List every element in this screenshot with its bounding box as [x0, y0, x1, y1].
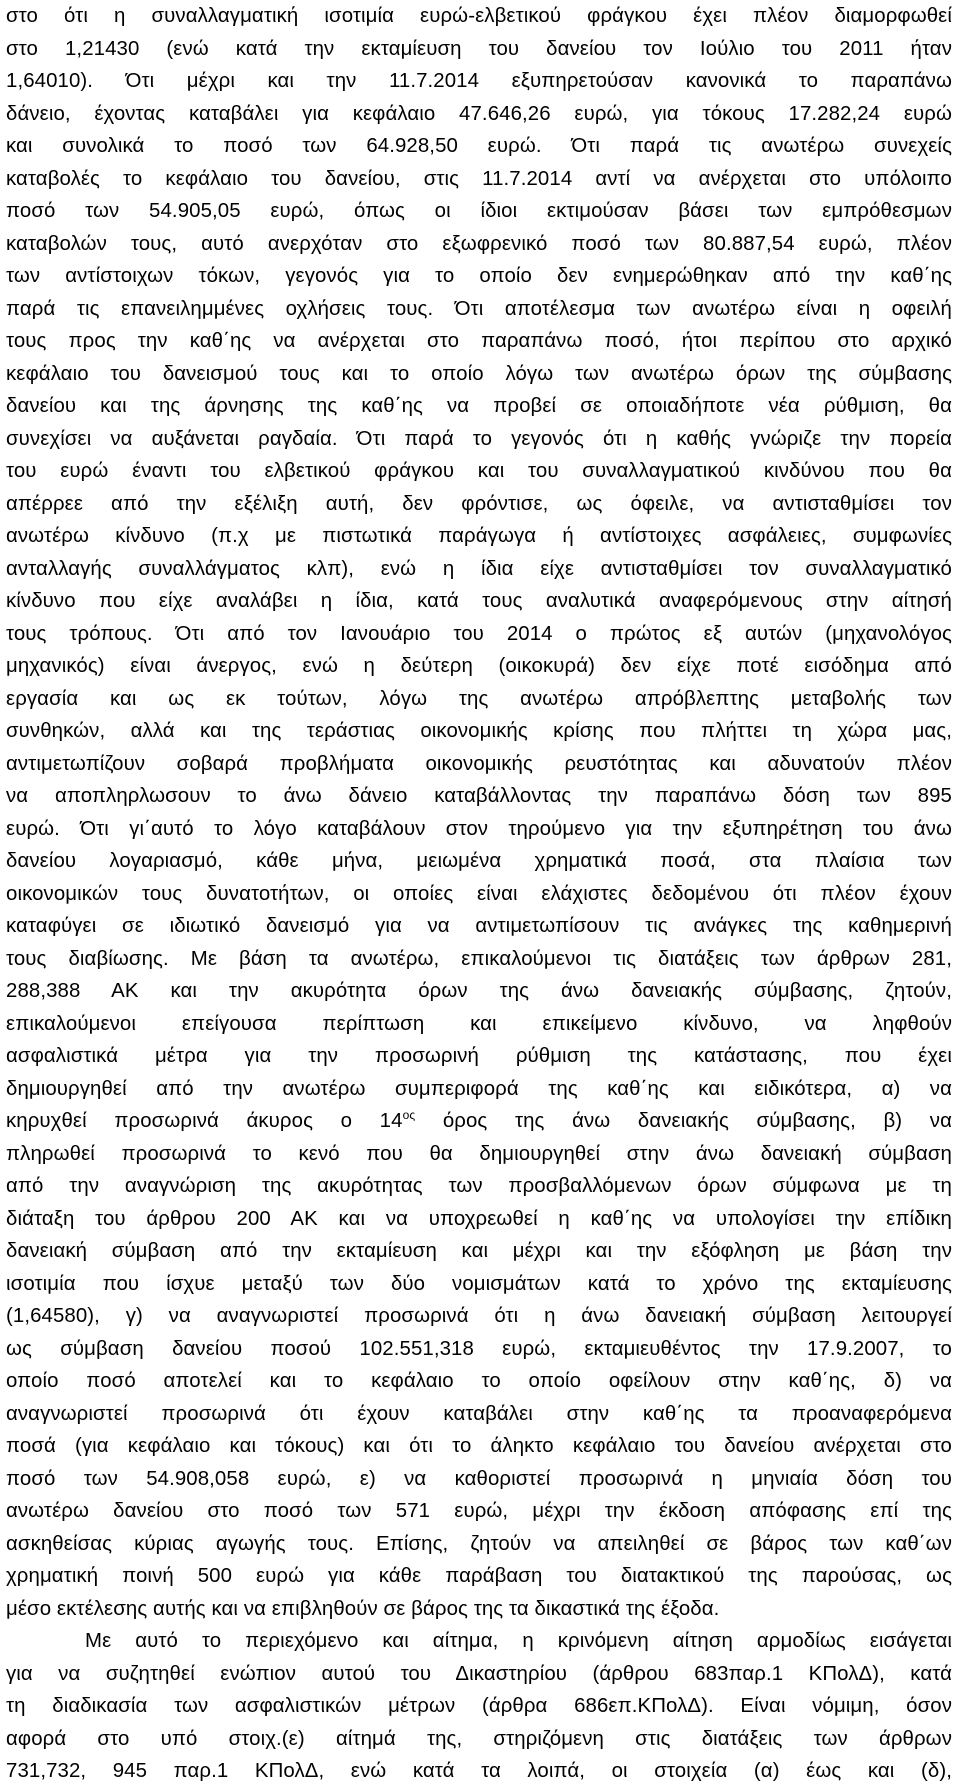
text-line: οποίο ποσό αποτελεί και το κεφάλαιο το οποίο οφείλουν στην καθ΄ης, δ) να	[6, 1370, 952, 1392]
text-line: ανωτέρω δανείου στο ποσό των 571 ευρώ, μέχρι την έκδοση απόφασης επί της	[6, 1500, 952, 1522]
text-line: ευρώ. Ότι γι΄αυτό το λόγο καταβάλουν στον τηρούμενο για την εξυπηρέτηση του άνω	[6, 817, 952, 840]
text-line: οικονομικών τους δυνατοτήτων, οι οποίες είναι ελάχιστες δεδομένου ότι πλέον έχουν	[6, 882, 952, 905]
text-line: καταφύγει σε ιδιωτικό δανεισμό για να αντιμετωπίσουν τις ανάγκες της καθημερινή	[6, 915, 952, 937]
text-segment: κηρυχθεί προσωρινά άκυρος ο 14	[6, 1110, 403, 1132]
text-line: καταβολών τους, αυτό ανερχόταν στο εξωφρενικό ποσό των 80.887,54 ευρώ, πλέον	[6, 232, 952, 255]
text-line	[6, 1105, 952, 1138]
text-line: ασφαλιστικά μέτρα για την προσωρινή ρύθμιση της κατάστασης, που έχει	[6, 1045, 952, 1067]
text-line: ποσό των 54.905,05 ευρώ, όπως οι ίδιοι εκτιμούσαν βάσει των εμπρόθεσμων	[6, 200, 952, 222]
text-line: συνθηκών, αλλά και της τεράστιας οικονομικής κρίσης που πλήττει τη χώρα μας,	[6, 720, 952, 742]
document-page	[6, 0, 952, 1788]
text-line: να αποπληρλωσουν το άνω δάνειο καταβάλλοντας την παραπάνω δόση των 895	[6, 785, 952, 807]
text-line: αναγνωριστεί προσωρινά ότι έχουν καταβάλει στην καθ΄ης τα προαναφερόμενα	[6, 1402, 952, 1425]
text-line: ανταλλαγής συναλλάγματος κλπ), ενώ η ίδια είχε αντισταθμίσει τον συναλλαγματικό	[6, 557, 952, 580]
text-line: συνεχίσει να αυξάνεται ραγδαία. Ότι παρά το γεγονός ότι η καθής γνώριζε την πορεία	[6, 427, 952, 450]
text-line: ποσά (για κεφάλαιο και τόκους) και ότι το άληκτο κεφάλαιο του δανείου ανέρχεται στο	[6, 1435, 952, 1457]
text-line: 1,64010). Ότι μέχρι και την 11.7.2014 εξυπηρετούσαν κανονικά το παραπάνω	[6, 70, 952, 92]
ordinal-superscript: ος	[402, 1108, 416, 1122]
text-line: ανωτέρω κίνδυνο (π.χ με πιστωτικά παράγωγα ή αντίστοιχες ασφάλειες, συμφωνίες	[6, 525, 952, 547]
text-line: πληρωθεί προσωρινά το κενό που θα δημιουργηθεί στην άνω δανειακή σύμβαση	[6, 1142, 952, 1165]
text-line: από την αναγνώριση της ακυρότητας των προσβαλλόμενων όρων σύμφωνα με τη	[6, 1175, 952, 1197]
text-line: τη διαδικασία των ασφαλιστικών μέτρων (άρθρα 686επ.ΚΠολΔ). Είναι νόμιμη, όσον	[6, 1695, 952, 1717]
text-line: ισοτιμία που ίσχυε μεταξύ των δύο νομισμάτων κατά το χρόνο της εκταμίευσης	[6, 1272, 952, 1295]
text-line: τους διαβίωσης. Με βάση τα ανωτέρω, επικαλούμενοι τις διατάξεις των άρθρων 281,	[6, 947, 952, 970]
text-line: απέρρεε από την εξέλιξη αυτή, δεν φρόντισε, ως όφειλε, να αντισταθμίσει τον	[6, 492, 952, 515]
text-line: δημιουργηθεί από την ανωτέρω συμπεριφορά της καθ΄ης και ειδικότερα, α) να	[6, 1077, 952, 1100]
text-line: ασκηθείσας κύριας αγωγής τους. Επίσης, ζητούν να απειληθεί σε βάρος των καθ΄ων	[6, 1532, 952, 1555]
text-line: διάταξη του άρθρου 200 ΑΚ και να υποχρεωθεί η καθ΄ης να υπολογίσει την επίδικη	[6, 1207, 952, 1230]
text-line: του ευρώ έναντι του ελβετικού φράγκου και του συναλλαγματικού κινδύνου που θα	[6, 460, 952, 482]
text-line: των αντίστοιχων τόκων, γεγονός για το οποίο δεν ενημερώθηκαν από την καθ΄ης	[6, 265, 952, 287]
text-line: δανειακή σύμβαση από την εκταμίευση και μέχρι και την εξόφληση με βάση την	[6, 1240, 952, 1262]
text-line: τους τρόπους. Ότι από τον Ιανουάριο του 2014 ο πρώτος εξ αυτών (μηχανολόγος	[6, 622, 952, 645]
text-line: στο ότι η συναλλαγματική ισοτιμία ευρώ-ελβετικού φράγκου έχει πλέον διαμορφωθεί	[6, 5, 952, 27]
text-line: δανείου λογαριασμό, κάθε μήνα, μειωμένα χρηματικά ποσά, στα πλαίσια των	[6, 850, 952, 872]
text-line: 731,732, 945 παρ.1 ΚΠολΔ, ενώ κατά τα λοιπά, οι στοιχεία (α) έως και (δ),	[6, 1760, 952, 1782]
text-line: δανείου και της άρνησης της καθ΄ης να προβεί σε οποιαδήποτε νέα ρύθμιση, θα	[6, 395, 952, 417]
text-line: χρηματική ποινή 500 ευρώ για κάθε παράβαση του διατακτικού της παρούσας, ως	[6, 1565, 952, 1587]
text-line: για να συζητηθεί ενώπιον αυτού του Δικαστηρίου (άρθρου 683παρ.1 ΚΠολΔ), κατά	[6, 1662, 952, 1685]
text-line: και συνολικά το ποσό των 64.928,50 ευρώ. Ότι παρά τις ανωτέρω συνεχείς	[6, 135, 952, 157]
text-line: παρά τις επανειλημμένες οχλήσεις τους. Ότι αποτέλεσμα των ανωτέρω είναι η οφειλή	[6, 297, 952, 320]
text-line: μέσο εκτέλεσης αυτής και να επιβληθούν σε βάρος της τα δικαστικά της έξοδα.	[6, 1597, 720, 1620]
text-line: (1,64580), γ) να αναγνωριστεί προσωρινά ότι η άνω δανειακή σύμβαση λειτουργεί	[6, 1305, 952, 1327]
text-line: μηχανικός) είναι άνεργος, ενώ η δεύτερη (οικοκυρά) δεν είχε ποτέ εισόδημα από	[6, 655, 952, 677]
text-line: 288,388 ΑΚ και την ακυρότητα όρων της άνω δανειακής σύμβασης, ζητούν,	[6, 980, 952, 1002]
text-line: τους προς την καθ΄ης να ανέρχεται στο παραπάνω ποσό, ήτοι περίπου στο αρχικό	[6, 330, 952, 352]
text-line: αφορά στο υπό στοιχ.(ε) αίτημά της, στηριζόμενη στις διατάξεις των άρθρων	[6, 1727, 952, 1750]
text-line: καταβολές το κεφάλαιο του δανείου, στις 11.7.2014 αντί να ανέρχεται στο υπόλοιπο	[6, 167, 952, 190]
text-line: στο 1,21430 (ενώ κατά την εκταμίευση του δανείου τον Ιούλιο του 2011 ήταν	[6, 37, 952, 60]
text-line: ποσό των 54.908,058 ευρώ, ε) να καθοριστεί προσωρινά η μηνιαία δόση του	[6, 1467, 952, 1490]
text-line: ως σύμβαση δανείου ποσού 102.551,318 ευρώ, εκταμιευθέντος την 17.9.2007, το	[6, 1337, 952, 1360]
text-line: δάνειο, έχοντας καταβάλει για κεφάλαιο 47.646,26 ευρώ, για τόκους 17.282,24 ευρώ	[6, 102, 952, 125]
text-line: κίνδυνο που είχε αναλάβει η ίδια, κατά τους αναλυτικά αναφερόμενους στην αίτησή	[6, 590, 952, 612]
text-line: εργασία και ως εκ τούτων, λόγω της ανωτέρω απρόβλεπτης μεταβολής των	[6, 687, 952, 710]
text-line: επικαλούμενοι επείγουσα περίπτωση και επικείμενο κίνδυνο, να ληφθούν	[6, 1012, 952, 1035]
text-segment: όρος της άνω δανειακής σύμβασης, β) να	[415, 1110, 952, 1132]
text-line: αντιμετωπίζουν σοβαρά προβλήματα οικονομικής ρευστότητας και αδυνατούν πλέον	[6, 752, 952, 775]
text-line: κεφάλαιο του δανεισμού τους και το οποίο λόγω των ανωτέρω όρων της σύμβασης	[6, 362, 952, 385]
text-line: Με αυτό το περιεχόμενο και αίτημα, η κρινόμενη αίτηση αρμοδίως εισάγεται	[85, 1630, 952, 1652]
